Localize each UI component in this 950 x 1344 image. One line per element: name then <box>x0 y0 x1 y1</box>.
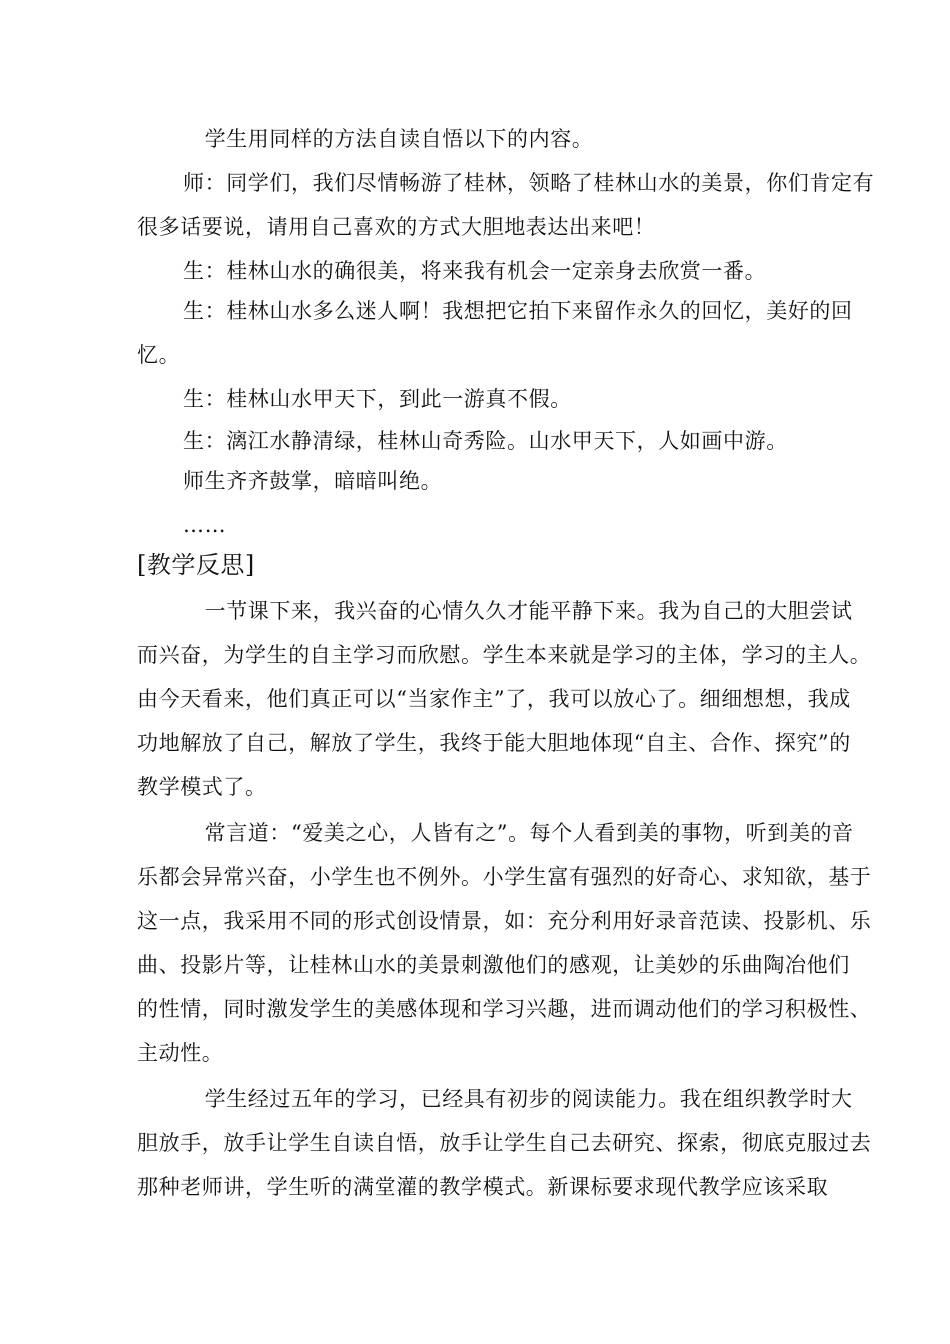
text-line: 一节课下来，我兴奋的心情久久才能平静下来。我为自己的大胆尝试 <box>183 599 853 623</box>
text-line: 师：同学们，我们尽情畅游了桂林，领略了桂林山水的美景，你们肯定有 <box>183 171 875 195</box>
text-line: 功地解放了自己，解放了学生，我终于能大胆地体现“自主、合作、探究”的 <box>137 731 851 755</box>
text-line: 生：桂林山水的确很美，将来我有机会一定亲身去欣赏一番。 <box>183 259 767 283</box>
text-line: 胆放手，放手让学生自读自悟，放手让学生自己去研究、探索，彻底克服过去 <box>137 1131 872 1155</box>
text-line: 主动性。 <box>137 1041 224 1065</box>
text-line: 教学模式了。 <box>137 775 267 799</box>
text-line: 学生用同样的方法自读自悟以下的内容。 <box>183 127 594 151</box>
text-line: 曲、投影片等，让桂林山水的美景刺激他们的感观，让美妙的乐曲陶冶他们 <box>137 953 850 977</box>
text-line: 常言道：“爱美之心，人皆有之”。每个人看到美的事物，听到美的音 <box>183 821 854 845</box>
text-line: 学生经过五年的学习，已经具有初步的阅读能力。我在组织教学时大 <box>183 1087 853 1111</box>
text-line: 那种老师讲，学生听的满堂灌的教学模式。新课标要求现代教学应该采取 <box>137 1175 829 1199</box>
text-line: 的性情，同时激发学生的美感体现和学习兴趣，进而调动他们的学习积极性、 <box>137 997 872 1021</box>
text-line: 这一点，我采用不同的形式创设情景，如：充分利用好录音范读、投影机、乐 <box>137 909 872 933</box>
text-line: 生：桂林山水甲天下，到此一游真不假。 <box>183 387 572 411</box>
section-heading: [教学反思] <box>137 551 255 579</box>
text-line: 生：桂林山水多么迷人啊！我想把它拍下来留作永久的回忆，美好的回 <box>183 299 853 323</box>
text-line: 乐都会异常兴奋，小学生也不例外。小学生富有强烈的好奇心、求知欲，基于 <box>137 865 872 889</box>
text-line: 忆。 <box>137 343 181 367</box>
text-line: 由今天看来，他们真正可以“当家作主”了，我可以放心了。细细想想，我成 <box>137 687 851 711</box>
ellipsis-line: …… <box>183 513 227 537</box>
text-line: 师生齐齐鼓掌，暗暗叫绝。 <box>183 469 443 493</box>
text-line: 很多话要说，请用自己喜欢的方式大胆地表达出来吧！ <box>137 215 656 239</box>
text-line: 生：漓江水静清绿，桂林山奇秀险。山水甲天下，人如画中游。 <box>183 429 788 453</box>
text-line: 而兴奋，为学生的自主学习而欣慰。学生本来就是学习的主体，学习的主人。 <box>137 643 872 667</box>
